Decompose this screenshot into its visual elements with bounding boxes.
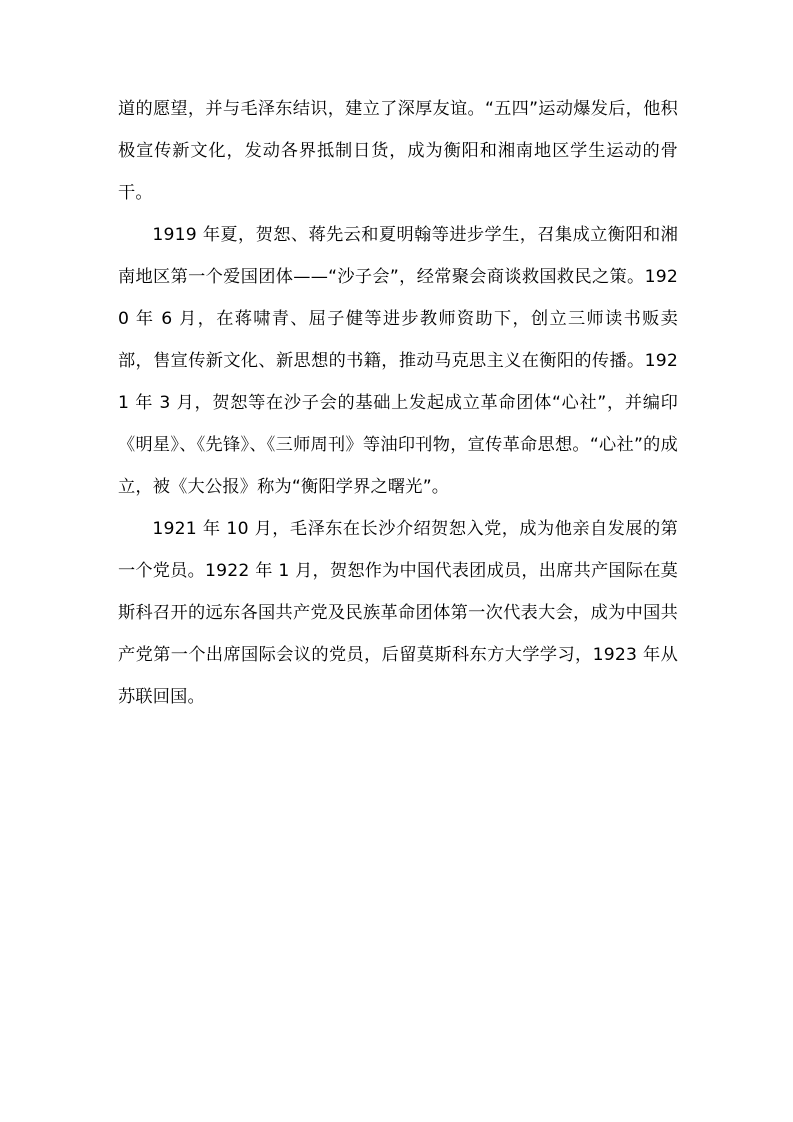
document-body <box>118 88 678 718</box>
paragraph-2: 1919 年夏，贺恕、蒋先云和夏明翰等进步学生，召集成立衡阳和湘南地区第一个爱国团体——“沙子会”，经常聚会商谈救国救民之策。1920 年 6 月，在蒋啸青、屈子健等进步教师资助下，创立三师读书贩卖部，售宣传新文化、新思想的书籍，推动马克思主义在衡阳的传播。1921 年 3 月，贺恕等在沙子会的基础上发起成立革命团体“心社”，并编印《明星》、《先锋》、《三师周刊》等油印刊物，宣传革命思想。“心社”的成立，被《大公报》称为“衡阳学界之曙光”。 <box>118 225 678 497</box>
paragraph-3: 1921 年 10 月，毛泽东在长沙介绍贺恕入党，成为他亲自发展的第一个党员。1922 年 1 月，贺恕作为中国代表团成员，出席共产国际在莫斯科召开的远东各国共产党及民族革命团体第一次代表大会，成为中国共产党第一个出席国际会议的党员，后留莫斯科东方大学学习，1923 年从苏联回国。 <box>118 519 678 707</box>
paragraph-1: 道的愿望，并与毛泽东结识，建立了深厚友谊。“五四”运动爆发后，他积极宣传新文化，发动各界抵制日货，成为衡阳和湘南地区学生运动的骨干。 <box>118 99 678 203</box>
